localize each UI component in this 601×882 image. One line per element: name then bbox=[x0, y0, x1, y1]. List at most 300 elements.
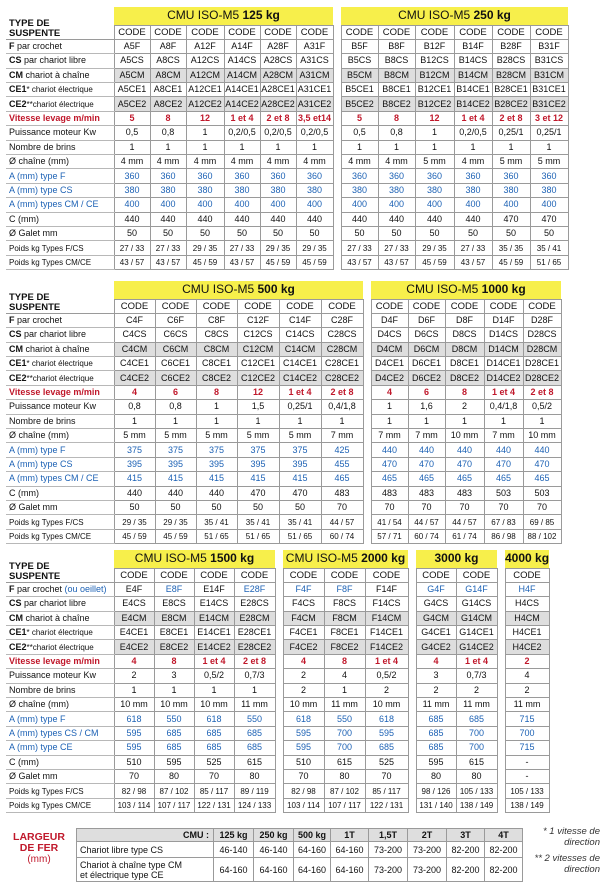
table-cell: 380 bbox=[186, 183, 224, 197]
table-cell: 85 / 117 bbox=[365, 784, 408, 798]
table-cell: 1,5 bbox=[237, 400, 279, 414]
table-cell: 70 bbox=[114, 769, 154, 783]
column-gap bbox=[408, 712, 416, 726]
table-cell: 400 bbox=[224, 198, 260, 212]
table-cell: 375 bbox=[196, 443, 237, 457]
table-cell: 43 / 57 bbox=[378, 255, 415, 269]
type-header bbox=[6, 550, 114, 582]
row-cs bbox=[6, 328, 561, 342]
row-c bbox=[6, 212, 568, 226]
table-cell: 50 bbox=[150, 226, 186, 240]
column-gap bbox=[333, 155, 341, 169]
table-cell: 10 mm bbox=[114, 698, 154, 712]
table-cell: D6F bbox=[408, 313, 445, 327]
table-cell: 500 kg bbox=[294, 829, 331, 842]
table-cell: C8CM bbox=[196, 342, 237, 356]
table-cell: CODE bbox=[505, 568, 549, 582]
table-cell: 3 et 12 bbox=[530, 111, 568, 125]
table-cell: H4CM bbox=[505, 611, 549, 625]
label-text: CMU ISO-M5 bbox=[398, 8, 474, 23]
table-cell: 5 mm bbox=[237, 429, 279, 443]
table-cell: 45 / 59 bbox=[296, 255, 333, 269]
table-cell: A28CS bbox=[260, 54, 296, 68]
table-cell: C12CM bbox=[237, 342, 279, 356]
row-label bbox=[77, 858, 214, 882]
table-cell: 400 bbox=[186, 198, 224, 212]
table-cell: B14F bbox=[454, 39, 492, 53]
table-cell: 107 / 117 bbox=[154, 798, 194, 812]
table-cell: 87 / 102 bbox=[154, 784, 194, 798]
largeur-header-row bbox=[77, 829, 523, 842]
table-cell: 380 bbox=[260, 183, 296, 197]
table-cell: 60 / 74 bbox=[321, 529, 363, 543]
table-cell: 470 bbox=[492, 212, 530, 226]
table-cell: 64-160 bbox=[331, 842, 369, 858]
table-cell: 440 bbox=[186, 212, 224, 226]
row-label: A (mm) type F bbox=[6, 169, 114, 183]
label-text: 1500 kg bbox=[210, 551, 255, 566]
table-cell: 4 bbox=[505, 669, 549, 683]
row-galet bbox=[6, 769, 549, 783]
table-cell: G4CE2 bbox=[416, 640, 456, 654]
table-cell: 483 bbox=[321, 486, 363, 500]
table-cell: 64-160 bbox=[214, 858, 254, 882]
table-cell: A14CE1 bbox=[224, 83, 260, 97]
column-gap bbox=[497, 712, 505, 726]
table-cell: 29 / 35 bbox=[296, 241, 333, 255]
table-cell: 27 / 33 bbox=[150, 241, 186, 255]
table-cell: 50 bbox=[279, 500, 321, 514]
table-cell: A5CE2 bbox=[114, 97, 150, 111]
table-cell: 50 bbox=[114, 500, 155, 514]
table-cell: 615 bbox=[324, 755, 365, 769]
table-cell: 60 / 74 bbox=[408, 529, 445, 543]
table-cell: 2T bbox=[408, 829, 447, 842]
table-cell: CODE bbox=[530, 25, 568, 39]
table-cell: 2 bbox=[456, 683, 497, 697]
table-cell: 470 bbox=[484, 457, 523, 471]
column-gap bbox=[275, 654, 283, 668]
table-cell: F14CE1 bbox=[365, 626, 408, 640]
table-cell: C28F bbox=[321, 313, 363, 327]
table-cell: C14F bbox=[279, 313, 321, 327]
table-cell: 470 bbox=[279, 486, 321, 500]
row-poids-fcs bbox=[6, 784, 549, 798]
table-cell: 2 et 8 bbox=[523, 385, 561, 399]
table-cell: CODE bbox=[224, 25, 260, 39]
label-text: TYPE DE bbox=[9, 291, 50, 303]
row-label bbox=[6, 328, 114, 342]
column-gap bbox=[497, 769, 505, 783]
label-text: CS bbox=[9, 55, 22, 66]
table-cell: 43 / 57 bbox=[341, 255, 378, 269]
table-cell: C6CM bbox=[155, 342, 196, 356]
row-poids-cmce bbox=[6, 255, 568, 269]
table-cell: B8CE1 bbox=[378, 83, 415, 97]
footnote-1: * 1 vitesse de direction bbox=[542, 826, 600, 848]
column-gap bbox=[497, 698, 505, 712]
table-cell: 618 bbox=[194, 712, 234, 726]
table-cell: 550 bbox=[154, 712, 194, 726]
table-cell: 395 bbox=[279, 457, 321, 471]
title-500kg bbox=[114, 281, 363, 299]
column-gap bbox=[408, 769, 416, 783]
table-cell: 105 / 133 bbox=[505, 784, 549, 798]
table-cell: 46-140 bbox=[254, 842, 294, 858]
largeur-de-fer-label bbox=[6, 832, 72, 866]
column-gap bbox=[408, 626, 416, 640]
table-cell: E4CM bbox=[114, 611, 154, 625]
table-cell: 0,5/2 bbox=[194, 669, 234, 683]
table-cell: A12CM bbox=[186, 68, 224, 82]
column-gap bbox=[497, 755, 505, 769]
table-cell: CODE bbox=[196, 299, 237, 313]
table-cell: 400 bbox=[114, 198, 150, 212]
table-cell: 2 bbox=[445, 400, 484, 414]
table-cell: 685 bbox=[234, 741, 275, 755]
column-gap bbox=[333, 255, 341, 269]
table-cell: E4F bbox=[114, 582, 154, 596]
label-text: F bbox=[9, 315, 15, 326]
table-cell: 27 / 33 bbox=[378, 241, 415, 255]
table-cell: 50 bbox=[224, 226, 260, 240]
column-gap bbox=[333, 226, 341, 240]
table-cell: 51 / 65 bbox=[279, 529, 321, 543]
column-gap bbox=[275, 597, 283, 611]
table-cell: 5 mm bbox=[196, 429, 237, 443]
table-cell: 35 / 41 bbox=[279, 515, 321, 529]
table-cell: C8CE1 bbox=[196, 357, 237, 371]
table-cell: 1 bbox=[324, 683, 365, 697]
table-cell: 1 bbox=[492, 140, 530, 154]
table-cell: 440 bbox=[378, 212, 415, 226]
column-gap bbox=[497, 582, 505, 596]
row-vitesse bbox=[6, 385, 561, 399]
row-ce2 bbox=[6, 371, 561, 385]
table-cell: 1 et 4 bbox=[194, 654, 234, 668]
table-cell: 1 bbox=[234, 683, 275, 697]
table-cell: 4 mm bbox=[341, 155, 378, 169]
table-cell: 3 bbox=[154, 669, 194, 683]
table-cell: 503 bbox=[523, 486, 561, 500]
column-gap bbox=[333, 241, 341, 255]
row-label: Poids kg Types CM/CE bbox=[6, 255, 114, 269]
row-poids-fcs bbox=[6, 241, 568, 255]
table-cell: F14CE2 bbox=[365, 640, 408, 654]
table-cell: 103 / 114 bbox=[114, 798, 154, 812]
table-cell: 400 bbox=[492, 198, 530, 212]
table-cell: C4CS bbox=[114, 328, 155, 342]
column-gap bbox=[408, 726, 416, 740]
column-gap bbox=[275, 712, 283, 726]
table-cell: 8 bbox=[196, 385, 237, 399]
table-cell: E4CE2 bbox=[114, 640, 154, 654]
table-cell: 70 bbox=[523, 500, 561, 514]
table-cell: 80 bbox=[324, 769, 365, 783]
table-cell: 380 bbox=[224, 183, 260, 197]
table-cell: 400 bbox=[530, 198, 568, 212]
table-cell: F14CM bbox=[365, 611, 408, 625]
row-cs bbox=[6, 597, 549, 611]
column-gap bbox=[275, 726, 283, 740]
row-a-cscm bbox=[6, 726, 549, 740]
label-text: F bbox=[9, 41, 15, 52]
table-cell: CODE bbox=[150, 25, 186, 39]
label-text: 500 kg bbox=[257, 282, 295, 297]
table-cell: 4 mm bbox=[296, 155, 333, 169]
table-cell: D8CE2 bbox=[445, 371, 484, 385]
row-a-cs bbox=[6, 457, 561, 471]
table-cell: G14CE2 bbox=[456, 640, 497, 654]
table-cell: 27 / 33 bbox=[224, 241, 260, 255]
row-label bbox=[6, 371, 114, 385]
table-cell: 685 bbox=[416, 741, 456, 755]
table-cell: 82 / 98 bbox=[283, 784, 324, 798]
table-cell: 700 bbox=[505, 726, 549, 740]
table-cell: 98 / 126 bbox=[416, 784, 456, 798]
table-cell: 440 bbox=[196, 486, 237, 500]
row-label: Poids kg Types CM/CE bbox=[6, 529, 114, 543]
table-cell: H4CE2 bbox=[505, 640, 549, 654]
table-cell: 375 bbox=[237, 443, 279, 457]
table-cell: 618 bbox=[283, 712, 324, 726]
table-cell: 1 bbox=[454, 140, 492, 154]
table-cell: D6CE2 bbox=[408, 371, 445, 385]
table-cell: 4 mm bbox=[224, 155, 260, 169]
table-cell: E4CS bbox=[114, 597, 154, 611]
table-cell: CMU : bbox=[77, 829, 214, 842]
largeur-row-cs bbox=[77, 842, 523, 858]
column-gap bbox=[408, 741, 416, 755]
table-cell: 0,8 bbox=[150, 126, 186, 140]
row-galet bbox=[6, 500, 561, 514]
label-text: CE2 bbox=[9, 372, 27, 383]
column-gap bbox=[333, 111, 341, 125]
table-cell: 595 bbox=[114, 726, 154, 740]
table-cell: 8 bbox=[445, 385, 484, 399]
column-gap bbox=[408, 640, 416, 654]
table-cell: F8CE2 bbox=[324, 640, 365, 654]
table-cell: C28CM bbox=[321, 342, 363, 356]
table-cell: E14CM bbox=[194, 611, 234, 625]
table-cell: 525 bbox=[194, 755, 234, 769]
table-cell: 57 / 71 bbox=[371, 529, 408, 543]
label-text: CE2 bbox=[9, 98, 27, 109]
column-gap bbox=[363, 457, 371, 471]
row-label: A (mm) type CE bbox=[6, 741, 114, 755]
table-cell: 11 mm bbox=[234, 698, 275, 712]
table-cell: 45 / 59 bbox=[415, 255, 454, 269]
table-cell: B8F bbox=[378, 39, 415, 53]
table-cell: CODE bbox=[155, 299, 196, 313]
table-cell: 400 bbox=[415, 198, 454, 212]
row-label: Ø chaîne (mm) bbox=[6, 155, 114, 169]
table-cell: 375 bbox=[155, 443, 196, 457]
table-cell: 29 / 35 bbox=[260, 241, 296, 255]
table-cell: 1 bbox=[530, 140, 568, 154]
table-cell: E28CE1 bbox=[234, 626, 275, 640]
table-cell: B8CE2 bbox=[378, 97, 415, 111]
table-cell: 440 bbox=[114, 486, 155, 500]
table-cell: 440 bbox=[415, 212, 454, 226]
row-label bbox=[6, 597, 114, 611]
row-vitesse bbox=[6, 111, 568, 125]
table-cell: 138 / 149 bbox=[456, 798, 497, 812]
table-cell: 10 mm bbox=[365, 698, 408, 712]
row-label: Poids kg Types CM/CE bbox=[6, 798, 114, 812]
table-cell: 50 bbox=[341, 226, 378, 240]
column-gap bbox=[363, 371, 371, 385]
table-cell: 45 / 59 bbox=[186, 255, 224, 269]
table-cell: 0,2/0,5 bbox=[296, 126, 333, 140]
row-label: Poids kg Types F/CS bbox=[6, 784, 114, 798]
table-cell: 0,25/1 bbox=[530, 126, 568, 140]
table-cell: B28CE1 bbox=[492, 83, 530, 97]
table-cell: 64-160 bbox=[294, 842, 331, 858]
table-cell: 51 / 65 bbox=[237, 529, 279, 543]
column-gap bbox=[333, 25, 341, 39]
table-cell: 4 mm bbox=[378, 155, 415, 169]
table-cell: 1,6 bbox=[408, 400, 445, 414]
table-cell: 45 / 59 bbox=[114, 529, 155, 543]
table-cell: 5 bbox=[341, 111, 378, 125]
table-cell: F4CE2 bbox=[283, 640, 324, 654]
table-cell: 45 / 59 bbox=[260, 255, 296, 269]
table-cell: 4 mm bbox=[260, 155, 296, 169]
table-cell: 0,5/2 bbox=[523, 400, 561, 414]
column-gap bbox=[363, 281, 371, 299]
table-cell: 45 / 59 bbox=[492, 255, 530, 269]
table-cell: 5 mm bbox=[492, 155, 530, 169]
table-cell: A28CM bbox=[260, 68, 296, 82]
label-text: par chariot libre bbox=[21, 55, 87, 66]
table-cell: 595 bbox=[114, 741, 154, 755]
title-3000kg bbox=[416, 550, 497, 568]
label-text: CMU ISO-M5 bbox=[134, 551, 211, 566]
label-text: CMU ISO-M5 bbox=[167, 8, 243, 23]
table-cell: 10 mm bbox=[523, 429, 561, 443]
table-cell: 1 et 4 bbox=[484, 385, 523, 399]
table-cell: 1 bbox=[237, 414, 279, 428]
table-cell: 5 mm bbox=[155, 429, 196, 443]
row-label: Puissance moteur Kw bbox=[6, 669, 114, 683]
table-cell: B14CS bbox=[454, 54, 492, 68]
table-cell: 10 mm bbox=[283, 698, 324, 712]
table-cell: F4CM bbox=[283, 611, 324, 625]
table-cell: 50 bbox=[454, 226, 492, 240]
table-cell: 50 bbox=[114, 226, 150, 240]
row-ce1 bbox=[6, 83, 568, 97]
column-gap bbox=[333, 39, 341, 53]
table-cell: C6CE2 bbox=[155, 371, 196, 385]
table-cell: 395 bbox=[196, 457, 237, 471]
row-nombre bbox=[6, 414, 561, 428]
table-cell: CODE bbox=[237, 299, 279, 313]
table-cell: 5 mm bbox=[114, 429, 155, 443]
table-cell: D8CE1 bbox=[445, 357, 484, 371]
table-cell: 375 bbox=[114, 443, 155, 457]
table-cell: 51 / 65 bbox=[196, 529, 237, 543]
table-cell: 35 / 41 bbox=[196, 515, 237, 529]
table-cell: C28CE2 bbox=[321, 371, 363, 385]
table-cell: 0,7/3 bbox=[456, 669, 497, 683]
label-text: chariot à chaîne bbox=[23, 343, 90, 354]
table-cell: 2 bbox=[283, 669, 324, 683]
row-cm bbox=[6, 68, 568, 82]
table-cell: 400 bbox=[378, 198, 415, 212]
table-cell: 360 bbox=[378, 169, 415, 183]
table-cell: 80 bbox=[234, 769, 275, 783]
table-cell: CODE bbox=[415, 25, 454, 39]
table-cell: 380 bbox=[341, 183, 378, 197]
column-gap bbox=[497, 798, 505, 812]
table-cell: 4 bbox=[416, 654, 456, 668]
table-cell: 2 bbox=[114, 669, 154, 683]
table-cell: F14F bbox=[365, 582, 408, 596]
table-cell: E8CS bbox=[154, 597, 194, 611]
row-label bbox=[6, 313, 114, 327]
row-a-cs bbox=[6, 183, 568, 197]
table-cell: 440 bbox=[408, 443, 445, 457]
row-ce1 bbox=[6, 626, 549, 640]
table-cell: 595 bbox=[283, 726, 324, 740]
table-cell: 470 bbox=[445, 457, 484, 471]
column-gap bbox=[497, 597, 505, 611]
table-cell: 29 / 35 bbox=[114, 515, 155, 529]
table-cell: 70 bbox=[408, 500, 445, 514]
column-gap bbox=[408, 654, 416, 668]
table-cell: CODE bbox=[523, 299, 561, 313]
table-cell: 2 bbox=[505, 683, 549, 697]
table-cell: A31F bbox=[296, 39, 333, 53]
table-cell: 64-160 bbox=[254, 858, 294, 882]
table-cell: 50 bbox=[378, 226, 415, 240]
table-cell: 1 bbox=[154, 683, 194, 697]
label-text: **chariot électrique bbox=[26, 99, 94, 109]
footnotes bbox=[530, 826, 600, 880]
table-cell: CODE bbox=[456, 568, 497, 582]
table-cell: 50 bbox=[296, 226, 333, 240]
row-a-cmce bbox=[6, 198, 568, 212]
table-cell: 27 / 33 bbox=[454, 241, 492, 255]
label-text: SUSPENTE bbox=[9, 301, 61, 313]
table-cell: 2 et 8 bbox=[260, 111, 296, 125]
table-cell: 7 mm bbox=[484, 429, 523, 443]
table-cell: 1 bbox=[378, 140, 415, 154]
table-cell: 700 bbox=[456, 726, 497, 740]
table-cell: 470 bbox=[523, 457, 561, 471]
table-cell: G14CM bbox=[456, 611, 497, 625]
row-a-f bbox=[6, 169, 568, 183]
table-cell: B5F bbox=[341, 39, 378, 53]
table-cell: 455 bbox=[321, 457, 363, 471]
table-cell: 380 bbox=[378, 183, 415, 197]
title-1000kg bbox=[371, 281, 561, 299]
table-cell: 1 bbox=[523, 414, 561, 428]
row-label: Poids kg Types F/CS bbox=[6, 515, 114, 529]
table-cell: 4 mm bbox=[150, 155, 186, 169]
label-text: DE FER bbox=[19, 842, 59, 854]
label-text: CE1 bbox=[9, 84, 27, 95]
table-cell: 685 bbox=[154, 741, 194, 755]
table-cell: 0,4/1,8 bbox=[321, 400, 363, 414]
table-cell: D8CS bbox=[445, 328, 484, 342]
table-cell: CODE bbox=[492, 25, 530, 39]
table-cell: 44 / 57 bbox=[321, 515, 363, 529]
table-cell: 440 bbox=[150, 212, 186, 226]
table-cell: 415 bbox=[279, 472, 321, 486]
type-header bbox=[6, 281, 114, 313]
